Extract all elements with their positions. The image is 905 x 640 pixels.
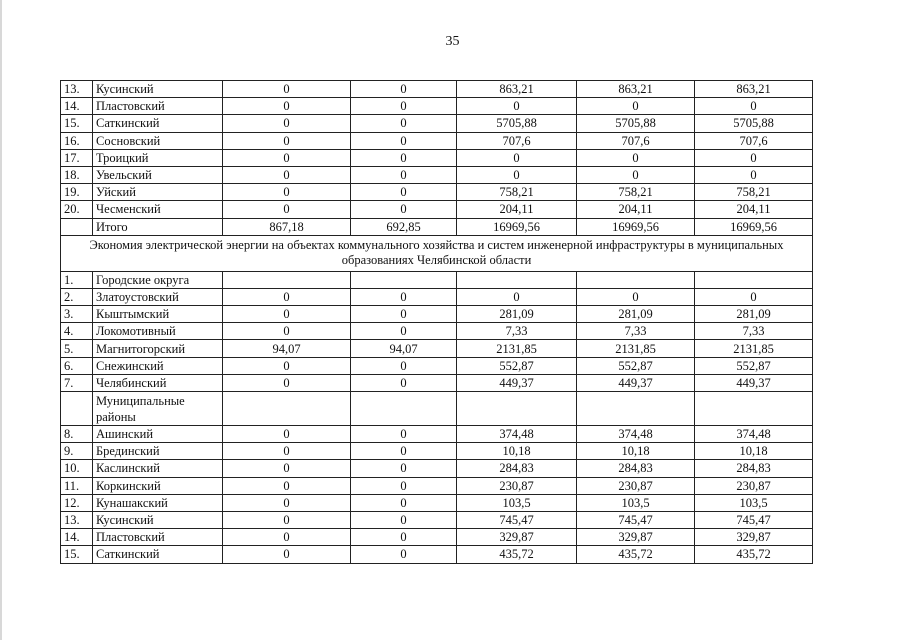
value-cell: 758,21 xyxy=(577,184,695,201)
municipality-name: Саткинский xyxy=(93,546,223,563)
group-header-row xyxy=(61,271,813,288)
value-cell: 0 xyxy=(351,357,457,374)
table-row xyxy=(61,149,813,166)
value-cell xyxy=(223,392,351,426)
page-number: 35 xyxy=(445,34,460,49)
value-cell: 745,47 xyxy=(695,511,813,528)
value-cell: 867,18 xyxy=(223,218,351,235)
value-cell: 0 xyxy=(223,357,351,374)
value-cell: 0 xyxy=(577,166,695,183)
value-cell: 2131,85 xyxy=(695,340,813,357)
value-cell: 863,21 xyxy=(577,81,695,98)
value-cell: 103,5 xyxy=(577,494,695,511)
municipality-name: Магнитогорский xyxy=(93,340,223,357)
value-cell: 435,72 xyxy=(695,546,813,563)
value-cell: 0 xyxy=(351,81,457,98)
value-cell: 0 xyxy=(223,184,351,201)
municipality-name: Ашинский xyxy=(93,426,223,443)
value-cell: 103,5 xyxy=(457,494,577,511)
row-number: 2. xyxy=(61,288,93,305)
row-number: 17. xyxy=(61,149,93,166)
value-cell: 0 xyxy=(223,115,351,132)
value-cell: 552,87 xyxy=(457,357,577,374)
value-cell: 230,87 xyxy=(457,477,577,494)
value-cell: 284,83 xyxy=(695,460,813,477)
municipality-name: Брединский xyxy=(93,443,223,460)
value-cell: 0 xyxy=(351,115,457,132)
value-cell: 0 xyxy=(351,529,457,546)
municipality-name: Златоустовский xyxy=(93,288,223,305)
row-number: 16. xyxy=(61,132,93,149)
value-cell: 0 xyxy=(223,460,351,477)
table-row xyxy=(61,81,813,98)
value-cell: 0 xyxy=(223,529,351,546)
value-cell: 329,87 xyxy=(577,529,695,546)
municipality-name: Пластовский xyxy=(93,98,223,115)
value-cell: 10,18 xyxy=(577,443,695,460)
value-cell: 5705,88 xyxy=(577,115,695,132)
value-cell: 0 xyxy=(351,149,457,166)
table-row xyxy=(61,201,813,218)
value-cell: 0 xyxy=(457,166,577,183)
row-number: 5. xyxy=(61,340,93,357)
value-cell: 374,48 xyxy=(457,426,577,443)
value-cell xyxy=(351,392,457,426)
table-row xyxy=(61,426,813,443)
table-row xyxy=(61,374,813,391)
row-number: 4. xyxy=(61,323,93,340)
value-cell: 103,5 xyxy=(695,494,813,511)
value-cell: 16969,56 xyxy=(457,218,577,235)
value-cell: 0 xyxy=(457,288,577,305)
table-row xyxy=(61,357,813,374)
group-header-row xyxy=(61,392,813,426)
municipality-name: Уйский xyxy=(93,184,223,201)
value-cell: 758,21 xyxy=(457,184,577,201)
value-cell: 0 xyxy=(457,98,577,115)
value-cell: 0 xyxy=(577,288,695,305)
municipality-name: Коркинский xyxy=(93,477,223,494)
value-cell: 0 xyxy=(457,149,577,166)
value-cell: 0 xyxy=(351,166,457,183)
row-number: 13. xyxy=(61,81,93,98)
value-cell: 10,18 xyxy=(457,443,577,460)
table-row xyxy=(61,98,813,115)
value-cell: 0 xyxy=(351,460,457,477)
value-cell: 0 xyxy=(223,98,351,115)
row-number xyxy=(61,218,93,235)
row-number: 11. xyxy=(61,477,93,494)
value-cell: 0 xyxy=(351,477,457,494)
value-cell: 0 xyxy=(577,149,695,166)
section-title-row xyxy=(61,235,813,271)
table-row xyxy=(61,184,813,201)
value-cell: 0 xyxy=(695,166,813,183)
row-number: 14. xyxy=(61,98,93,115)
value-cell: 204,11 xyxy=(577,201,695,218)
table-row xyxy=(61,529,813,546)
value-cell: 0 xyxy=(223,323,351,340)
value-cell: 7,33 xyxy=(457,323,577,340)
value-cell: 374,48 xyxy=(695,426,813,443)
value-cell: 0 xyxy=(577,98,695,115)
municipality-name: Саткинский xyxy=(93,115,223,132)
total-row xyxy=(61,218,813,235)
value-cell: 0 xyxy=(223,546,351,563)
value-cell xyxy=(223,271,351,288)
value-cell: 0 xyxy=(351,201,457,218)
row-number: 20. xyxy=(61,201,93,218)
value-cell: 707,6 xyxy=(577,132,695,149)
value-cell: 0 xyxy=(351,323,457,340)
value-cell: 0 xyxy=(223,166,351,183)
row-number: 19. xyxy=(61,184,93,201)
value-cell: 2131,85 xyxy=(457,340,577,357)
value-cell: 863,21 xyxy=(695,81,813,98)
value-cell: 449,37 xyxy=(695,374,813,391)
value-cell: 0 xyxy=(223,477,351,494)
value-cell: 329,87 xyxy=(457,529,577,546)
value-cell: 0 xyxy=(223,81,351,98)
table-row xyxy=(61,546,813,563)
value-cell: 707,6 xyxy=(695,132,813,149)
row-number: 6. xyxy=(61,357,93,374)
municipality-name: Кусинский xyxy=(93,81,223,98)
value-cell: 745,47 xyxy=(457,511,577,528)
table-row xyxy=(61,340,813,357)
value-cell: 0 xyxy=(351,374,457,391)
value-cell: 2131,85 xyxy=(577,340,695,357)
value-cell xyxy=(351,271,457,288)
table-row xyxy=(61,306,813,323)
value-cell: 0 xyxy=(223,201,351,218)
municipality-name: Кунашакский xyxy=(93,494,223,511)
value-cell: 5705,88 xyxy=(457,115,577,132)
value-cell: 449,37 xyxy=(577,374,695,391)
value-cell xyxy=(695,271,813,288)
value-cell: 284,83 xyxy=(457,460,577,477)
municipality-name: Снежинский xyxy=(93,357,223,374)
value-cell: 284,83 xyxy=(577,460,695,477)
table-body xyxy=(61,81,813,564)
municipality-name: Каслинский xyxy=(93,460,223,477)
value-cell: 204,11 xyxy=(457,201,577,218)
municipality-name: Увельский xyxy=(93,166,223,183)
value-cell: 552,87 xyxy=(695,357,813,374)
table-row xyxy=(61,288,813,305)
table-row xyxy=(61,323,813,340)
value-cell: 0 xyxy=(351,306,457,323)
value-cell: 707,6 xyxy=(457,132,577,149)
value-cell xyxy=(457,392,577,426)
table-row xyxy=(61,115,813,132)
value-cell: 435,72 xyxy=(457,546,577,563)
municipality-name: Городские округа xyxy=(93,271,223,288)
value-cell: 435,72 xyxy=(577,546,695,563)
row-number: 7. xyxy=(61,374,93,391)
table-row xyxy=(61,132,813,149)
table-row xyxy=(61,460,813,477)
municipality-name: Пластовский xyxy=(93,529,223,546)
row-number: 15. xyxy=(61,115,93,132)
value-cell: 281,09 xyxy=(457,306,577,323)
row-number: 15. xyxy=(61,546,93,563)
value-cell: 0 xyxy=(351,511,457,528)
value-cell xyxy=(577,392,695,426)
value-cell: 0 xyxy=(351,426,457,443)
table-row xyxy=(61,166,813,183)
value-cell: 230,87 xyxy=(577,477,695,494)
value-cell: 863,21 xyxy=(457,81,577,98)
table-row xyxy=(61,494,813,511)
value-cell: 0 xyxy=(351,494,457,511)
row-number: 1. xyxy=(61,271,93,288)
value-cell: 0 xyxy=(223,132,351,149)
municipality-name: Итого xyxy=(93,218,223,235)
municipality-name: Локомотивный xyxy=(93,323,223,340)
municipality-name: Чесменский xyxy=(93,201,223,218)
value-cell: 0 xyxy=(223,426,351,443)
value-cell: 0 xyxy=(223,374,351,391)
value-cell: 7,33 xyxy=(695,323,813,340)
value-cell: 374,48 xyxy=(577,426,695,443)
value-cell: 0 xyxy=(695,98,813,115)
value-cell: 94,07 xyxy=(351,340,457,357)
municipality-name: Кусинский xyxy=(93,511,223,528)
table-row xyxy=(61,511,813,528)
municipality-name: Челябинский xyxy=(93,374,223,391)
row-number: 13. xyxy=(61,511,93,528)
value-cell xyxy=(577,271,695,288)
page-edge xyxy=(0,0,2,640)
table-row xyxy=(61,443,813,460)
value-cell: 0 xyxy=(695,288,813,305)
value-cell: 0 xyxy=(223,149,351,166)
value-cell: 16969,56 xyxy=(577,218,695,235)
value-cell: 10,18 xyxy=(695,443,813,460)
value-cell: 5705,88 xyxy=(695,115,813,132)
table-row xyxy=(61,477,813,494)
value-cell: 281,09 xyxy=(577,306,695,323)
value-cell: 0 xyxy=(223,511,351,528)
value-cell: 449,37 xyxy=(457,374,577,391)
value-cell: 0 xyxy=(223,288,351,305)
section-title: Экономия электрической энергии на объектах коммунального хозяйства и систем инженерной инфраструктуры в муниципальных образованиях Челябинской области xyxy=(61,235,813,271)
value-cell: 745,47 xyxy=(577,511,695,528)
row-number: 18. xyxy=(61,166,93,183)
value-cell: 0 xyxy=(223,306,351,323)
value-cell: 692,85 xyxy=(351,218,457,235)
row-number: 14. xyxy=(61,529,93,546)
value-cell xyxy=(695,392,813,426)
value-cell: 230,87 xyxy=(695,477,813,494)
municipality-name: Муниципальные районы xyxy=(93,392,223,426)
value-cell: 204,11 xyxy=(695,201,813,218)
value-cell: 0 xyxy=(351,98,457,115)
row-number: 8. xyxy=(61,426,93,443)
value-cell: 552,87 xyxy=(577,357,695,374)
value-cell: 0 xyxy=(223,494,351,511)
row-number: 3. xyxy=(61,306,93,323)
value-cell: 329,87 xyxy=(695,529,813,546)
energy-savings-table xyxy=(60,80,813,564)
value-cell: 94,07 xyxy=(223,340,351,357)
row-number xyxy=(61,392,93,426)
row-number: 9. xyxy=(61,443,93,460)
value-cell: 758,21 xyxy=(695,184,813,201)
value-cell xyxy=(457,271,577,288)
value-cell: 0 xyxy=(223,443,351,460)
value-cell: 0 xyxy=(695,149,813,166)
value-cell: 7,33 xyxy=(577,323,695,340)
row-number: 12. xyxy=(61,494,93,511)
value-cell: 0 xyxy=(351,132,457,149)
value-cell: 16969,56 xyxy=(695,218,813,235)
value-cell: 281,09 xyxy=(695,306,813,323)
municipality-name: Сосновский xyxy=(93,132,223,149)
municipality-name: Кыштымский xyxy=(93,306,223,323)
row-number: 10. xyxy=(61,460,93,477)
value-cell: 0 xyxy=(351,443,457,460)
value-cell: 0 xyxy=(351,288,457,305)
municipality-name: Троицкий xyxy=(93,149,223,166)
value-cell: 0 xyxy=(351,184,457,201)
value-cell: 0 xyxy=(351,546,457,563)
